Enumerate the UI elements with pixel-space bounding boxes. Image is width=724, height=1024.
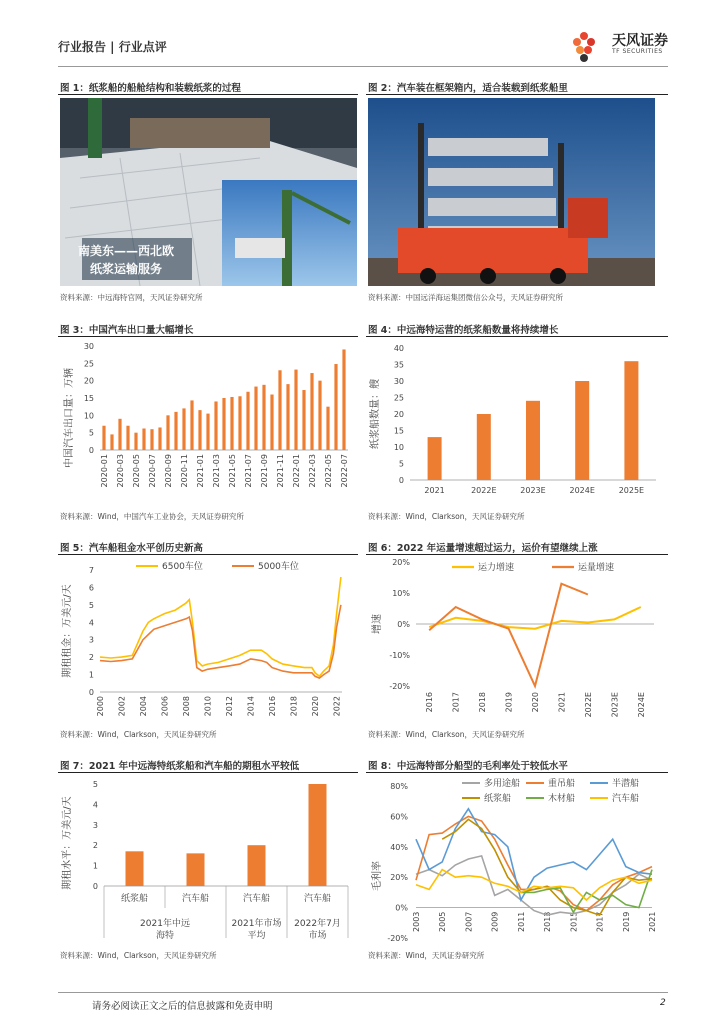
- fig8-title: 图 8：中远海特部分船型的毛利率处于较低水平: [368, 761, 568, 772]
- legend-label: 重吊船: [548, 779, 576, 789]
- fig7-chart: [58, 774, 358, 944]
- x-tick-label: 2024E: [636, 692, 646, 718]
- page-number: 2: [660, 998, 666, 1008]
- x-tick-label: 2017: [595, 911, 605, 932]
- bar-2021-07: [246, 392, 249, 450]
- x-tick-label: 2013: [543, 911, 553, 932]
- x-tick-label: 2011: [516, 911, 526, 932]
- fig3-source: 资料来源：Wind，中国汽车工业协会，天风证券研究所: [60, 512, 244, 521]
- fig3-title: 图 3：中国汽车出口量大幅增长: [60, 325, 194, 336]
- bar-2020-07: [150, 429, 153, 450]
- x-tick-label: 2016: [425, 692, 435, 713]
- fig6-title: 图 6：2022 年运量增速超过运力，运价有望继续上涨: [368, 543, 598, 554]
- y-tick-label: 10%: [392, 589, 410, 598]
- bar-2023E: [526, 401, 540, 480]
- fig4-source: 资料来源：Wind，Clarkson，天风证券研究所: [368, 512, 525, 521]
- fig1-source: 资料来源：中远海特官网，天风证券研究所: [60, 293, 203, 302]
- y-tick-label: 40%: [390, 842, 408, 852]
- bar-2021: [428, 437, 442, 480]
- x-tick-label: 2020-07: [148, 454, 157, 488]
- x-tick-label: 2022-03: [308, 454, 317, 488]
- y-axis-label: 毛利率: [372, 861, 383, 891]
- x-tick-label: 2020: [311, 696, 321, 717]
- x-tick-label: 2021-07: [244, 454, 253, 488]
- y-tick-label: 5: [88, 428, 94, 438]
- bar-2022-03: [310, 373, 313, 450]
- y-tick-label: 10: [83, 411, 94, 421]
- y-tick-label: 15: [393, 426, 404, 436]
- fig8-rule: [366, 772, 668, 773]
- series-line-汽车船: [416, 870, 652, 900]
- bar-2020-03: [118, 419, 121, 450]
- y-tick-label: 7: [88, 566, 94, 575]
- bar: [126, 851, 144, 886]
- x-tick-label: 2017: [451, 692, 461, 713]
- bar-2021-05: [230, 397, 233, 450]
- x-tick-label: 2024E: [569, 486, 595, 495]
- x-tick-label: 2003: [412, 911, 421, 932]
- y-tick-label: 6: [88, 583, 94, 593]
- x-tick-label: 2009: [490, 911, 500, 932]
- y-tick-label: 60%: [390, 812, 408, 822]
- x-tick-label: 2016: [268, 696, 278, 717]
- bar-2022-04: [318, 381, 321, 450]
- y-tick-label: 40: [393, 344, 404, 353]
- fig1-overlay-line1: 南美东——西北欧: [78, 244, 175, 258]
- legend-label: 木材船: [548, 794, 576, 804]
- fig2-title: 图 2：汽车装在框架箱内，适合装载到纸浆船里: [368, 83, 568, 94]
- fig7-source: 资料来源：Wind，Clarkson，天风证券研究所: [60, 951, 217, 960]
- x-tick-label: 2022-01: [292, 454, 301, 488]
- x-tick-label: 2019: [504, 692, 514, 713]
- x-tick-label: 2005: [438, 911, 448, 932]
- x-tick-label: 2020-11: [180, 454, 189, 488]
- bar-2020-02: [110, 434, 113, 450]
- x-tick-label: 2022-07: [340, 454, 349, 488]
- y-tick-label: 5: [398, 459, 404, 469]
- bar-2020-05: [134, 433, 137, 450]
- y-tick-label: 5: [92, 780, 98, 789]
- y-tick-label: 20%: [392, 558, 410, 567]
- y-axis-label: 中国汽车出口量：万辆: [64, 368, 75, 468]
- legend-label: 半潜船: [612, 779, 640, 789]
- series-line-运量增速: [429, 584, 588, 686]
- x-tick-label: 2000: [96, 696, 105, 717]
- fig1-overlay-line2: 纸浆运输服务: [90, 262, 163, 276]
- x-tick-label: 2007: [464, 911, 474, 932]
- y-tick-label: 15: [83, 394, 94, 403]
- y-axis-label: 纸浆船数量：艘: [370, 379, 381, 449]
- x-tick-label: 2023E: [610, 692, 620, 718]
- bar-2021-02: [206, 414, 209, 450]
- bar: [187, 853, 205, 886]
- y-tick-label: 80%: [390, 782, 408, 791]
- x-tick-label: 2018: [478, 692, 488, 713]
- x-tick-label: 2022: [332, 696, 342, 717]
- report-category: 行业报告 | 行业点评: [58, 40, 167, 54]
- bar-2020-08: [158, 427, 161, 450]
- bar-2022-07: [342, 349, 345, 450]
- group-label: 2021年中远: [140, 919, 190, 929]
- y-tick-label: 30: [393, 377, 404, 386]
- fig3-rule: [58, 336, 358, 337]
- bar-2021-09: [262, 385, 265, 450]
- bar-2022-05: [326, 407, 329, 450]
- x-tick-label: 2020-05: [132, 454, 141, 488]
- bar-2020-10: [174, 412, 177, 450]
- fig4-rule: [366, 336, 668, 337]
- legend-label: 多用途船: [484, 779, 521, 789]
- y-tick-label: 2: [92, 841, 98, 851]
- y-tick-label: 2: [88, 653, 94, 663]
- fig6-rule: [366, 554, 668, 555]
- header-divider: [58, 66, 668, 67]
- footer-disclaimer: 请务必阅读正文之后的信息披露和免责申明: [92, 1001, 273, 1012]
- y-tick-label: 35: [393, 360, 404, 370]
- y-tick-label: 1: [88, 670, 94, 680]
- fig2-photo: [368, 98, 655, 286]
- bar-2020-04: [126, 426, 129, 450]
- x-tick-label: 2006: [160, 696, 170, 717]
- legend-label: 汽车船: [612, 794, 640, 804]
- y-tick-label: 3: [92, 820, 98, 830]
- y-tick-label: 3: [88, 635, 94, 645]
- legend-label: 6500车位: [162, 562, 203, 572]
- x-tick-label: 2022-05: [324, 454, 333, 488]
- series-line-重吊船: [416, 816, 652, 910]
- fig1-rule: [58, 94, 358, 95]
- bar-2020-09: [166, 415, 169, 450]
- fig5-title: 图 5：汽车船租金水平创历史新高: [60, 543, 203, 554]
- x-tick-label: 2022E: [471, 486, 497, 495]
- x-tick-label: 2015: [569, 911, 579, 932]
- group-label: 市场: [308, 931, 327, 941]
- y-tick-label: 30: [83, 342, 94, 351]
- fig6-source: 资料来源：Wind，Clarkson，天风证券研究所: [368, 730, 525, 739]
- x-tick-label: 2021: [648, 911, 657, 932]
- x-tick-label: 2025E: [618, 486, 645, 495]
- y-tick-label: 25: [393, 393, 404, 403]
- bar-2020-11: [182, 408, 185, 450]
- x-tick-label: 2008: [182, 696, 192, 717]
- y-tick-label: 10: [393, 443, 404, 452]
- y-tick-label: 20: [83, 376, 94, 386]
- bar-2022-02: [302, 390, 305, 450]
- x-tick-label: 2014: [246, 696, 256, 717]
- y-tick-label: 0: [88, 688, 94, 697]
- x-tick-label: 2023E: [520, 486, 546, 495]
- x-tick-label: 纸浆船: [120, 894, 149, 904]
- y-tick-label: 0: [92, 882, 98, 891]
- y-tick-label: 5: [88, 600, 94, 610]
- bar-2021-12: [286, 384, 289, 450]
- x-tick-label: 2004: [139, 696, 149, 717]
- bar-2021-01: [198, 410, 201, 450]
- fig8-source: 资料来源：Wind，天风证券研究所: [368, 951, 485, 960]
- y-axis-label: 期租水平：万美元/天: [62, 796, 73, 890]
- group-label: 海特: [155, 931, 175, 941]
- fig1-title: 图 1：纸浆船的船舱结构和装载纸浆的过程: [60, 83, 241, 94]
- x-tick-label: 2021-09: [260, 454, 269, 488]
- bar-2024E: [575, 381, 589, 480]
- x-tick-label: 2021: [557, 692, 567, 713]
- x-tick-label: 2021-05: [228, 454, 237, 488]
- bar-2021-11: [278, 370, 281, 450]
- fig3-chart: [58, 338, 358, 508]
- y-tick-label: -20%: [389, 682, 410, 691]
- x-tick-label: 2020-03: [116, 454, 125, 488]
- y-tick-label: 0%: [397, 620, 410, 629]
- x-tick-label: 2020: [531, 692, 540, 713]
- bar-2022-06: [334, 364, 337, 450]
- fig5-chart: [58, 556, 358, 726]
- group-label: 2022年7月: [294, 919, 341, 929]
- x-tick-label: 2021-03: [212, 454, 221, 488]
- y-tick-label: 4: [92, 800, 98, 810]
- fig7-rule: [58, 772, 358, 773]
- x-tick-label: 2002: [117, 696, 127, 717]
- y-tick-label: 20%: [390, 873, 408, 883]
- bar-2021-06: [238, 396, 241, 450]
- bar-2021-03: [214, 401, 217, 450]
- group-label: 2021年市场: [231, 919, 282, 929]
- fig4-chart: [366, 338, 668, 508]
- x-tick-label: 汽车船: [303, 894, 332, 904]
- x-tick-label: 2021-01: [196, 454, 205, 488]
- y-tick-label: 25: [83, 359, 94, 369]
- legend-label: 运量增速: [578, 563, 615, 573]
- bar-2020-01: [102, 426, 105, 450]
- x-tick-label: 2022E: [583, 692, 593, 718]
- bar-2025E: [624, 361, 638, 480]
- brand-name: 天风证券: [612, 33, 668, 49]
- x-tick-label: 2012: [225, 696, 235, 717]
- fig2-source: 资料来源：中国远洋海运集团微信公众号，天风证券研究所: [368, 293, 563, 302]
- y-tick-label: 0: [88, 446, 94, 455]
- legend-label: 运力增速: [478, 563, 515, 573]
- y-axis-label: 期租租金：万美元/天: [62, 584, 73, 678]
- y-tick-label: 1: [92, 861, 98, 871]
- group-label: 平均: [247, 931, 266, 941]
- y-tick-label: -20%: [387, 934, 408, 943]
- bar-2022E: [477, 414, 491, 480]
- x-tick-label: 汽车船: [181, 894, 210, 904]
- fig7-title: 图 7：2021 年中远海特纸浆船和汽车船的期租水平较低: [60, 761, 300, 772]
- bar-2020-12: [190, 400, 193, 450]
- legend-label: 纸浆船: [484, 794, 512, 804]
- bar-2020-06: [142, 429, 145, 450]
- bar-2022-01: [294, 370, 297, 450]
- x-tick-label: 2010: [203, 696, 213, 717]
- x-tick-label: 2020-01: [100, 454, 109, 488]
- y-axis-label: 增速: [372, 614, 383, 634]
- y-tick-label: 20: [393, 410, 404, 419]
- footer-divider: [58, 992, 668, 993]
- bar-2021-10: [270, 395, 273, 450]
- x-tick-label: 2021: [424, 486, 445, 495]
- brand-subtitle: TF SECURITIES: [612, 48, 663, 55]
- legend-label: 5000车位: [258, 562, 299, 572]
- bar: [248, 845, 266, 886]
- fig5-source: 资料来源：Wind，Clarkson，天风证券研究所: [60, 730, 217, 739]
- fig8-chart: [366, 774, 668, 944]
- x-tick-label: 汽车船: [242, 894, 271, 904]
- x-tick-label: 2019: [621, 911, 631, 932]
- y-tick-label: 4: [88, 618, 94, 628]
- x-tick-label: 2018: [289, 696, 299, 717]
- fig2-rule: [366, 94, 668, 95]
- fig6-chart: [366, 556, 668, 726]
- fig4-title: 图 4：中远海特运营的纸浆船数量将持续增长: [368, 325, 559, 336]
- series-line-6500车位: [100, 577, 341, 676]
- x-tick-label: 2021-11: [276, 454, 285, 488]
- fig5-rule: [58, 554, 358, 555]
- x-tick-label: 2020-09: [164, 454, 173, 488]
- y-tick-label: 0%: [395, 903, 408, 913]
- series-line-木材船: [521, 870, 652, 913]
- bar: [309, 784, 327, 886]
- bar-2021-08: [254, 387, 257, 450]
- bar-2021-04: [222, 398, 225, 450]
- y-tick-label: -10%: [389, 651, 410, 660]
- y-tick-label: 0: [398, 476, 404, 485]
